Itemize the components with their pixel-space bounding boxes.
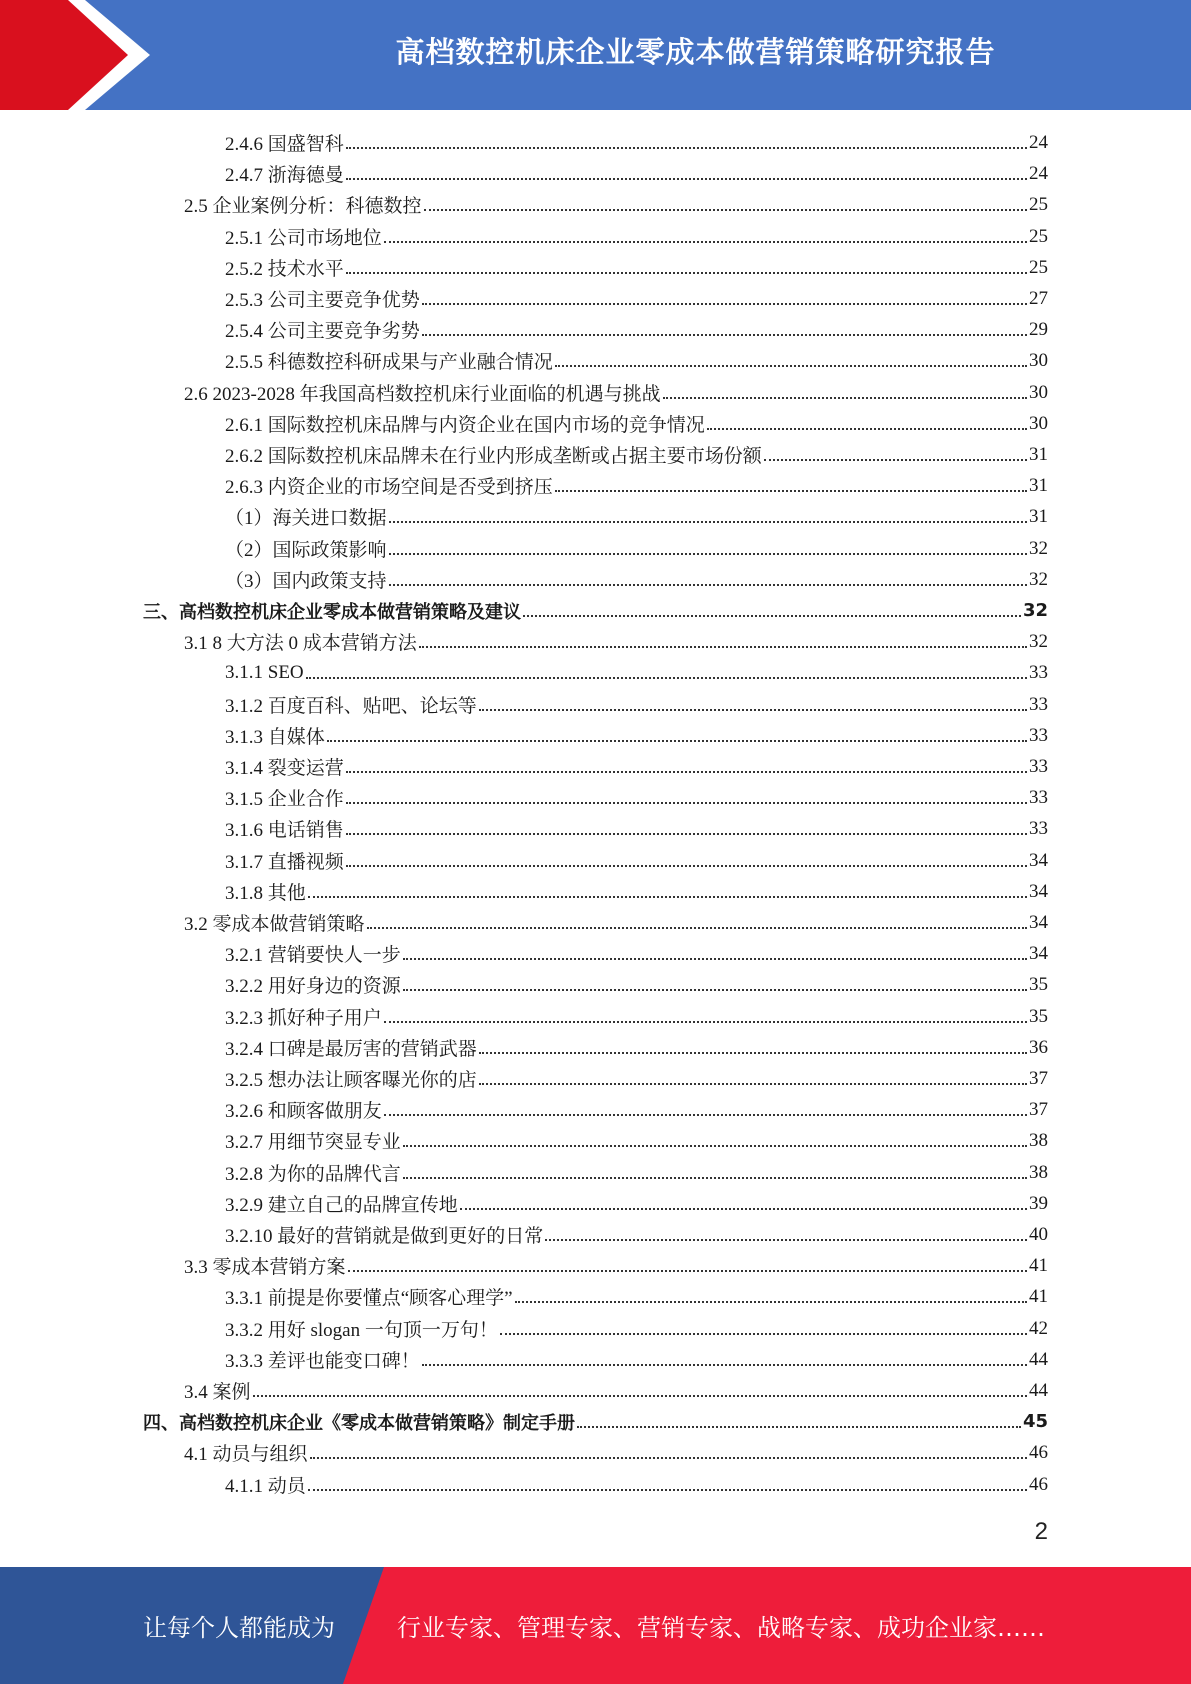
toc-entry-label: 3.2 零成本做营销策略 [184, 914, 365, 935]
page-footer [0, 1567, 1191, 1684]
toc-entry-page: 34 [1029, 942, 1048, 964]
toc-entry[interactable] [225, 345, 1048, 376]
toc-entry-page: 32 [1022, 600, 1048, 621]
toc-dot-leader [577, 1426, 1021, 1428]
toc-entry[interactable] [225, 1188, 1048, 1219]
toc-entry[interactable] [184, 907, 1048, 938]
toc-dot-leader [346, 865, 1027, 867]
toc-dot-leader [403, 1145, 1027, 1147]
toc-entry-page: 31 [1029, 474, 1048, 496]
toc-entry[interactable] [225, 1063, 1048, 1094]
toc-dot-leader [310, 1457, 1027, 1459]
toc-entry-label: 3.1.1 SEO [225, 661, 304, 683]
toc-entry-label: 3.2.10 最好的营销就是做到更好的日常 [225, 1226, 544, 1247]
toc-entry-label: 3.2.6 和顾客做朋友 [225, 1101, 382, 1122]
toc-entry-page: 40 [1029, 1223, 1048, 1245]
toc-dot-leader [422, 334, 1027, 336]
toc-entry-page: 32 [1029, 630, 1048, 652]
toc-entry-label: 3.4 案例 [184, 1382, 251, 1403]
toc-dot-leader [422, 303, 1027, 305]
toc-entry-page: 46 [1029, 1441, 1048, 1463]
toc-entry-page: 25 [1029, 256, 1048, 278]
toc-entry[interactable] [225, 1344, 1048, 1375]
toc-entry-label: 四、高档数控机床企业《零成本做营销策略》制定手册 [143, 1412, 575, 1434]
toc-entry-page: 45 [1022, 1411, 1048, 1432]
toc-entry-page: 44 [1029, 1379, 1048, 1401]
toc-dot-leader [460, 1208, 1027, 1210]
toc-dot-leader [389, 584, 1027, 586]
toc-entry-label: 2.6.3 内资企业的市场空间是否受到挤压 [225, 477, 553, 498]
footer-slogan-right: 行业专家、管理专家、营销专家、战略专家、成功企业家…… [397, 1614, 1045, 1642]
toc-dot-leader [419, 646, 1027, 648]
header-arrow-decoration [0, 0, 160, 110]
toc-dot-leader [545, 1239, 1027, 1241]
toc-dot-leader [523, 615, 1021, 617]
toc-entry-page: 33 [1029, 755, 1048, 777]
toc-entry-label: 2.5.2 技术水平 [225, 259, 344, 280]
toc-entry[interactable] [225, 221, 1048, 252]
toc-entry[interactable] [225, 252, 1048, 283]
toc-entry-page: 25 [1029, 193, 1048, 215]
toc-entry-page: 39 [1029, 1192, 1048, 1214]
toc-entry[interactable] [184, 189, 1048, 220]
toc-entry[interactable] [225, 876, 1048, 907]
toc-entry-label: 4.1 动员与组织 [184, 1444, 308, 1465]
toc-entry[interactable] [225, 1001, 1048, 1032]
toc-dot-leader [515, 1301, 1027, 1303]
toc-entry-label: 三、高档数控机床企业零成本做营销策略及建议 [143, 601, 521, 623]
toc-dot-leader [367, 927, 1027, 929]
toc-entry-label: 2.5 企业案例分析：科德数控 [184, 196, 422, 217]
toc-entry-label: 3.2.9 建立自己的品牌宣传地 [225, 1195, 458, 1216]
toc-entry-label: 2.5.3 公司主要竞争优势 [225, 290, 420, 311]
toc-entry-page: 31 [1029, 505, 1048, 527]
toc-entry[interactable] [143, 595, 1048, 626]
toc-entry[interactable] [225, 158, 1048, 189]
toc-entry-label: 3.3.3 差评也能变口碑！ [225, 1351, 420, 1372]
toc-entry-label: 3.2.1 营销要快人一步 [225, 945, 401, 966]
toc-entry-page: 33 [1029, 817, 1048, 839]
toc-entry-page: 35 [1029, 973, 1048, 995]
toc-entry[interactable] [225, 501, 1048, 532]
toc-entry[interactable] [225, 1469, 1048, 1500]
footer-slogan-left: 让每个人都能成为 [143, 1614, 335, 1642]
toc-entry[interactable] [225, 1219, 1048, 1250]
toc-entry-label: 3.1.6 电话销售 [225, 820, 344, 841]
toc-entry[interactable] [225, 127, 1048, 158]
toc-entry-label: 3.2.4 口碑是最厉害的营销武器 [225, 1039, 477, 1060]
toc-entry-label: 2.4.6 国盛智科 [225, 134, 344, 155]
toc-entry-label: 3.2.3 抓好种子用户 [225, 1008, 382, 1029]
toc-entry[interactable] [225, 314, 1048, 345]
toc-dot-leader [308, 896, 1027, 898]
toc-entry-label: 2.6.1 国际数控机床品牌与内资企业在国内市场的竞争情况 [225, 415, 705, 436]
toc-entry-label: 3.2.7 用细节突显专业 [225, 1132, 401, 1153]
toc-entry[interactable] [184, 1437, 1048, 1468]
toc-dot-leader [348, 1270, 1027, 1272]
toc-entry[interactable] [225, 1032, 1048, 1063]
toc-dot-leader [663, 397, 1027, 399]
toc-entry-page: 41 [1029, 1254, 1048, 1276]
toc-entry[interactable] [225, 845, 1048, 876]
toc-dot-leader [555, 490, 1027, 492]
toc-dot-leader [253, 1395, 1027, 1397]
toc-entry[interactable] [225, 439, 1048, 470]
toc-entry[interactable] [225, 720, 1048, 751]
toc-entry-page: 30 [1029, 412, 1048, 434]
toc-entry-page: 38 [1029, 1161, 1048, 1183]
toc-dot-leader [422, 1364, 1027, 1366]
toc-dot-leader [346, 178, 1027, 180]
toc-entry-page: 37 [1029, 1067, 1048, 1089]
toc-dot-leader [403, 958, 1027, 960]
red-arrow-shape [0, 0, 128, 110]
toc-entry[interactable] [225, 689, 1048, 720]
toc-dot-leader [479, 1052, 1027, 1054]
toc-dot-leader [346, 833, 1027, 835]
toc-entry-page: 34 [1029, 880, 1048, 902]
toc-entry-label: 3.1 8 大方法 0 成本营销方法 [184, 633, 417, 654]
toc-entry[interactable] [225, 1094, 1048, 1125]
toc-dot-leader [764, 459, 1027, 461]
toc-entry[interactable] [225, 533, 1048, 564]
toc-dot-leader [327, 740, 1027, 742]
toc-entry-page: 44 [1029, 1348, 1048, 1370]
toc-entry-page: 33 [1029, 786, 1048, 808]
toc-entry-label: 2.6 2023-2028 年我国高档数控机床行业面临的机遇与挑战 [184, 384, 661, 405]
toc-entry-label: 3.3 零成本营销方案 [184, 1257, 346, 1278]
toc-entry[interactable] [225, 938, 1048, 969]
toc-entry-label: 3.1.8 其他 [225, 883, 306, 904]
toc-dot-leader [403, 989, 1027, 991]
toc-entry-page: 24 [1029, 131, 1048, 153]
toc-entry-page: 33 [1029, 693, 1048, 715]
toc-entry-page: 38 [1029, 1129, 1048, 1151]
toc-entry[interactable] [225, 782, 1048, 813]
toc-dot-leader [389, 553, 1027, 555]
toc-entry[interactable] [184, 1250, 1048, 1281]
toc-dot-leader [384, 1114, 1027, 1116]
toc-entry[interactable] [225, 1125, 1048, 1156]
toc-entry-label: 2.5.4 公司主要竞争劣势 [225, 321, 420, 342]
page-number: 2 [1034, 1518, 1048, 1545]
toc-entry[interactable] [225, 408, 1048, 439]
toc-entry-page: 30 [1029, 381, 1048, 403]
toc-entry-label: 3.3.2 用好 slogan 一句顶一万句！ [225, 1320, 498, 1341]
toc-dot-leader [346, 771, 1027, 773]
toc-entry-page: 42 [1029, 1317, 1048, 1339]
toc-entry[interactable] [225, 1281, 1048, 1312]
toc-entry-label: 2.5.5 科德数控科研成果与产业融合情况 [225, 352, 553, 373]
toc-entry-label: （1）海关进口数据 [225, 508, 387, 529]
toc-entry-page: 33 [1029, 661, 1048, 683]
toc-entry-label: 3.2.2 用好身边的资源 [225, 976, 401, 997]
toc-entry-label: 3.1.5 企业合作 [225, 789, 344, 810]
toc-entry[interactable] [225, 470, 1048, 501]
toc-dot-leader [346, 802, 1027, 804]
toc-entry-page: 35 [1029, 1005, 1048, 1027]
toc-entry-label: 2.6.2 国际数控机床品牌未在行业内形成垄断或占据主要市场份额 [225, 446, 762, 467]
toc-entry-label: 3.1.3 自媒体 [225, 727, 325, 748]
toc-dot-leader [479, 709, 1027, 711]
toc-dot-leader [384, 241, 1027, 243]
toc-entry[interactable] [225, 751, 1048, 782]
toc-dot-leader [403, 1177, 1027, 1179]
toc-dot-leader [308, 1489, 1027, 1491]
toc-entry[interactable] [184, 1375, 1048, 1406]
toc-entry-page: 32 [1029, 568, 1048, 590]
toc-entry[interactable] [225, 969, 1048, 1000]
toc-entry[interactable] [225, 1157, 1048, 1188]
toc-entry-page: 46 [1029, 1473, 1048, 1495]
toc-entry-label: 2.4.7 浙海德曼 [225, 165, 344, 186]
toc-entry-page: 34 [1029, 911, 1048, 933]
toc-entry-page: 33 [1029, 724, 1048, 746]
toc-dot-leader [555, 365, 1027, 367]
toc-entry[interactable] [225, 283, 1048, 314]
toc-entry-page: 37 [1029, 1098, 1048, 1120]
toc-entry-page: 30 [1029, 349, 1048, 371]
toc-entry-page: 41 [1029, 1285, 1048, 1307]
toc-entry-page: 32 [1029, 537, 1048, 559]
toc-entry-label: 3.2.5 想办法让顾客曝光你的店 [225, 1070, 477, 1091]
toc-entry-page: 25 [1029, 225, 1048, 247]
toc-entry-page: 31 [1029, 443, 1048, 465]
toc-dot-leader [707, 428, 1027, 430]
toc-entry-label: 4.1.1 动员 [225, 1476, 306, 1497]
toc-dot-leader [500, 1333, 1027, 1335]
toc-dot-leader [346, 147, 1027, 149]
toc-entry[interactable] [225, 813, 1048, 844]
toc-dot-leader [389, 521, 1027, 523]
toc-entry-label: （2）国际政策影响 [225, 540, 387, 561]
toc-entry-label: 3.1.2 百度百科、贴吧、论坛等 [225, 696, 477, 717]
toc-entry-label: 2.5.1 公司市场地位 [225, 228, 382, 249]
report-title: 高档数控机床企业零成本做营销策略研究报告 [395, 34, 996, 69]
toc-entry-label: 3.1.4 裂变运营 [225, 758, 344, 779]
toc-entry-page: 29 [1029, 318, 1048, 340]
toc-entry[interactable] [225, 564, 1048, 595]
toc-entry-label: 3.3.1 前提是你要懂点“顾客心理学” [225, 1288, 513, 1309]
toc-entry-page: 34 [1029, 849, 1048, 871]
toc-entry-label: 3.2.8 为你的品牌代言 [225, 1164, 401, 1185]
toc-entry[interactable] [143, 1406, 1048, 1437]
toc-entry-page: 27 [1029, 287, 1048, 309]
toc-entry-label: （3）国内政策支持 [225, 571, 387, 592]
toc-dot-leader [424, 209, 1027, 211]
toc-entry-page: 36 [1029, 1036, 1048, 1058]
toc-entry[interactable] [184, 626, 1048, 657]
page-header [0, 0, 1191, 110]
toc-dot-leader [384, 1021, 1027, 1023]
toc-entry[interactable] [225, 657, 1048, 688]
toc-entry[interactable] [225, 1313, 1048, 1344]
toc-entry-page: 24 [1029, 162, 1048, 184]
toc-dot-leader [346, 272, 1027, 274]
toc-entry[interactable] [184, 377, 1048, 408]
toc-dot-leader [479, 1083, 1027, 1085]
toc-dot-leader [306, 677, 1027, 679]
toc-entry-label: 3.1.7 直播视频 [225, 852, 344, 873]
